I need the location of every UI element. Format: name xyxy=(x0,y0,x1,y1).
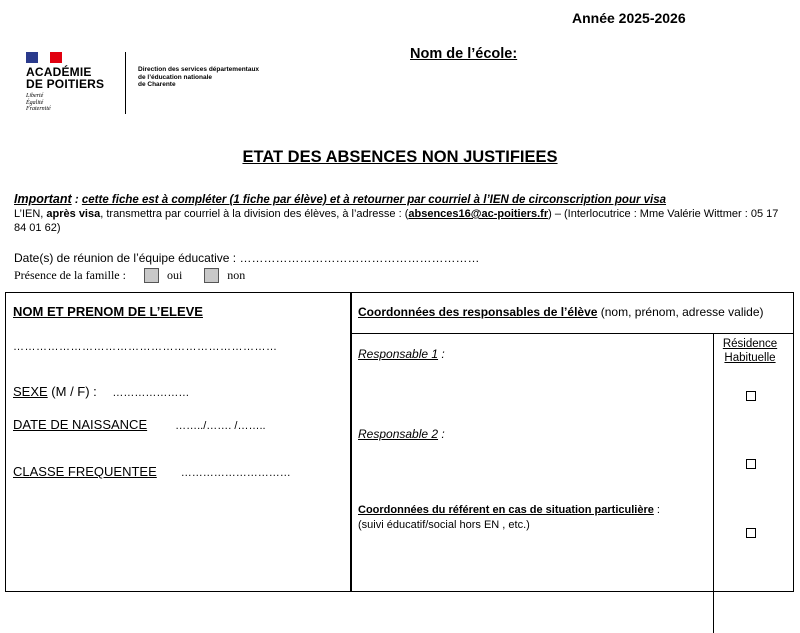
sex-dots: ………………… xyxy=(112,387,190,399)
residence-header xyxy=(713,337,787,365)
family-presence-label: Présence de la famille : xyxy=(14,268,126,282)
guardian-2-field[interactable]: Responsable 2 : xyxy=(358,427,445,441)
sex-hint: (M / F) : xyxy=(47,384,101,399)
ien-text-1: L’IEN, xyxy=(14,208,47,220)
dsden-name xyxy=(138,66,259,89)
sex-field[interactable] xyxy=(13,384,189,399)
dsden-line-1: Direction des services départementaux xyxy=(138,66,260,73)
page-title: ETAT DES ABSENCES NON JUSTIFIEES xyxy=(242,148,558,166)
class-label: CLASSE FREQUENTEE xyxy=(13,464,157,479)
important-text: cette fiche est à compléter (1 fiche par élève) et à retourner par courriel à l’IEN de circonscription pour visa xyxy=(81,194,667,206)
ien-instructions xyxy=(14,207,784,235)
referent-header: Coordonnées du référent en cas de situation particulière xyxy=(358,504,654,516)
logo-divider xyxy=(125,52,126,114)
residence-referent-checkbox[interactable] xyxy=(746,528,756,538)
residence-header-line-1: Résidence xyxy=(722,338,778,350)
academy-line-1: ACADÉMIE xyxy=(26,65,92,79)
meeting-date-line: Date(s) de réunion de l’équipe éducative : …………………………………………………… xyxy=(14,251,480,265)
student-name-field[interactable]: …………………………………………………………… xyxy=(13,341,278,353)
presence-no-label: non xyxy=(227,268,246,282)
academy-name xyxy=(26,66,104,90)
presence-yes-checkbox[interactable] xyxy=(144,268,159,283)
guardians-header-rest: (nom, prénom, adresse valide) xyxy=(597,305,764,319)
academy-logo xyxy=(26,50,296,120)
presence-yes-label: oui xyxy=(166,268,183,282)
residence-guardian-1-checkbox[interactable] xyxy=(746,391,756,401)
guardians-header xyxy=(358,304,788,320)
ien-text-2: , transmettra par courriel à la division des élèves, à l’adresse : ( xyxy=(100,208,409,220)
presence-no-checkbox[interactable] xyxy=(204,268,219,283)
motto-liberte: Liberté xyxy=(26,93,44,99)
guardian-1-label: Responsable 1 xyxy=(358,347,439,361)
birth-date-label: DATE DE NAISSANCE xyxy=(13,417,148,432)
ien-text-3: ) – (Interlocutrice : Mme Valérie Wittmer : 05 17 84 01 62) xyxy=(14,208,779,234)
motto-egalite: Égalité xyxy=(26,99,44,106)
class-dots: ………………………… xyxy=(180,467,291,479)
republic-motto xyxy=(26,93,51,113)
referent-note: (suivi éducatif/social hors EN , etc.) xyxy=(358,519,530,531)
residence-header-line-2: Habituelle xyxy=(724,352,776,364)
class-field[interactable] xyxy=(13,464,291,479)
student-name-header: NOM ET PRENOM DE L’ELEVE xyxy=(13,304,203,319)
guardians-header-bold: Coordonnées des responsables de l’élève xyxy=(358,305,598,319)
column-separator xyxy=(350,293,352,591)
guardian-2-label: Responsable 2 xyxy=(358,427,439,441)
family-presence xyxy=(14,268,245,283)
motto-fraternite: Fraternité xyxy=(26,106,51,112)
student-info-table xyxy=(5,292,794,592)
birth-date-field[interactable] xyxy=(13,417,266,432)
referent-colon: : xyxy=(653,504,660,516)
important-label: Important xyxy=(14,192,72,206)
dsden-line-2: de l’éducation nationale xyxy=(138,73,213,81)
dsden-line-3: de Charente xyxy=(138,81,176,88)
french-flag-icon xyxy=(26,52,62,63)
contact-email-link[interactable]: absences16@ac-poitiers.fr xyxy=(408,208,549,220)
residence-guardian-2-checkbox[interactable] xyxy=(746,459,756,469)
guardian-1-field[interactable]: Responsable 1 : xyxy=(358,347,445,361)
sex-label: SEXE xyxy=(13,384,48,399)
school-name-label: Nom de l’école: xyxy=(410,46,518,62)
referent-field[interactable] xyxy=(358,503,703,533)
school-year: Année 2025-2026 xyxy=(572,10,686,26)
header-separator xyxy=(352,333,793,334)
important-notice: Important : cette fiche est à compléter (1 fiche par élève) et à retourner par courriel à l’IEN de circonscription pour visa xyxy=(14,192,667,206)
ien-text-bold: après visa xyxy=(46,208,101,220)
birth-date-dots: ……../……. /…….. xyxy=(175,420,266,432)
academy-line-2: DE POITIERS xyxy=(26,77,105,91)
residence-column-separator xyxy=(713,333,714,633)
